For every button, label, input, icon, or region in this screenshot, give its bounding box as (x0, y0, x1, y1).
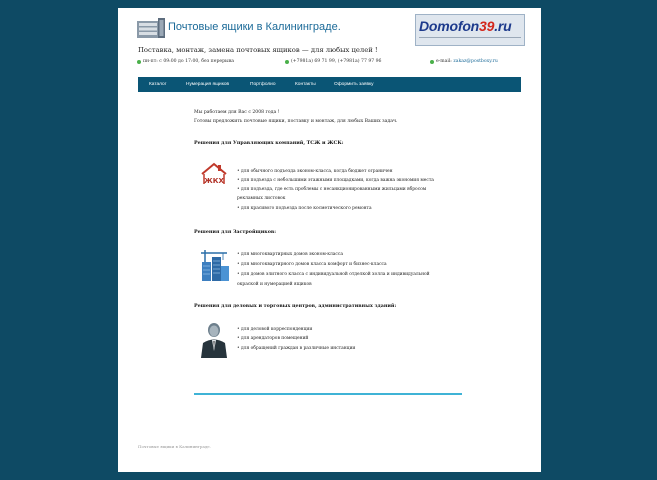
domofon-banner[interactable] (415, 14, 525, 46)
section-developers-title: Решения для Застройщиков: (194, 229, 277, 235)
banner-number: 39 (479, 18, 495, 34)
nav-item-contacts[interactable]: Контакты (295, 82, 316, 87)
business-person-icon (199, 321, 229, 359)
nav-item-portfolio[interactable]: Портфолио (250, 82, 276, 87)
nav-item-order[interactable]: Оформить заявку (334, 82, 374, 87)
construction-icon (199, 248, 231, 282)
list-item: • для красивого подъезда после косметического ремонта (237, 206, 372, 211)
banner-logo-text (419, 18, 512, 34)
list-item: • для подъезда с небольшими этажными площадками, когда важна экономия места (237, 178, 434, 183)
nav-item-numbering[interactable]: Нумерация ящиков (186, 82, 230, 87)
phone-info (285, 59, 381, 64)
banner-underline (419, 37, 521, 38)
intro-line-1: Мы работаем для Вас с 2008 года ! (194, 110, 280, 115)
tagline: Поставка, монтаж, замена почтовых ящиков — для любых целей ! (138, 46, 378, 54)
site-title[interactable]: Почтовые ящики в Калининграде. (168, 21, 341, 33)
page-container (118, 8, 541, 472)
list-item: • для обычного подъезда эконом-класса, когда бюджет ограничен (237, 169, 393, 174)
main-nav (138, 77, 521, 92)
list-item: • для многоквартирных домов эконом-класса (237, 252, 343, 257)
list-item: • для арендаторов помещений (237, 336, 309, 341)
mailbox-logo-icon[interactable] (136, 17, 166, 39)
phone-icon (285, 60, 289, 64)
housing-service-icon (199, 162, 229, 190)
hours-text: пн-пт: с 09:00 до 17:00, без перерыва (143, 59, 235, 64)
nav-item-catalog[interactable]: Каталог (149, 82, 167, 87)
email-label: e-mail: (436, 59, 452, 64)
section-management-title: Решения для Управляющих компаний, ТСЖ и ЖСК: (194, 140, 344, 146)
phones-text: (+7981а) 69 71 99, (+7981а) 77 97 96 (291, 59, 382, 64)
email-icon (430, 60, 434, 64)
list-item: окраской и нумерацией ящиков (237, 282, 312, 287)
footer-text: Почтовые ящики в Калининграде. (138, 444, 211, 449)
list-item: рекламных листовок (237, 196, 286, 201)
content-divider (194, 393, 462, 395)
list-item: • для деловой корреспонденции (237, 327, 313, 332)
clock-icon (137, 60, 141, 64)
banner-domain: .ru (494, 18, 512, 34)
housing-icon-label: ЖКХ (204, 177, 224, 185)
section-business-title: Решения для деловых и торговых центров, административных зданий: (194, 303, 397, 309)
list-item: • для обращений граждан в различные инстанции (237, 346, 356, 351)
hours-info (137, 59, 234, 64)
intro-line-2: Готовы предложить почтовые ящики, поставку и монтаж, для любых Ваших задач. (194, 119, 398, 124)
email-info (430, 59, 498, 64)
banner-brand: Domofon (419, 18, 480, 34)
list-item: • для многоквартирного домов класса комфорт и бизнес-класса (237, 262, 387, 267)
email-link[interactable]: zakaz@postboxy.ru (453, 59, 498, 64)
list-item: • для домов элитного класса с индивидуальной отделкой холла и индивидуальной (237, 272, 430, 277)
list-item: • для подъезда, где есть проблемы с несанкционированными жильцами вбросом (237, 187, 427, 192)
